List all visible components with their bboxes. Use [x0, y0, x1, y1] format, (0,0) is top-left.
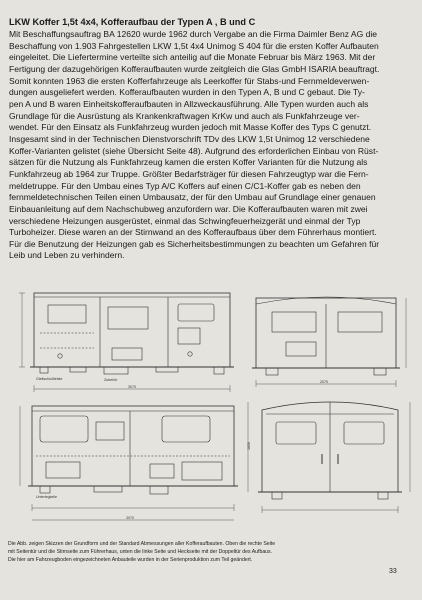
caption-line: Die Abb. zeigen Skizzen der Grundform und der Standard Abmessungen aller Kofferaufbauten. Oben die rechte Seite: [8, 541, 276, 547]
label-zubehoer: Zubehör: [104, 378, 118, 382]
dim-side-length: 3070: [128, 385, 136, 389]
body-line: sätzen für die Nutzung als Funkfahrzeug kamen die ersten Koffer Varianten für die Nutzung als: [9, 157, 368, 168]
body-line: Insgesamt sind in der Technischen Dienstvorschrift TDv des LKW 1,5t Unimog 12 verschiedene: [9, 133, 370, 144]
body-line: Turboheizer. Diese waren an der Stirnwand an des Kofferaufbaus über dem Führerhaus montiert.: [9, 227, 377, 238]
body-line: Somit konnten 1963 die ersten Kofferfahrzeuge als Leerkoffer für Stabs-und Fernmeldeverwen-: [9, 75, 370, 86]
body-line: Beschaffung von 1.903 Fahrgestellen LKW 1,5t 4x4 Unimog S 404 für die ersten Koffer Aufbauten: [9, 40, 379, 51]
body-line: Einbauanleitung auf dem Nachschubweg anzufordern war. Die Kofferaufbauten waren mit zwei: [9, 203, 368, 214]
front-view-drawing: [252, 297, 406, 387]
caption-line: mit Seitentür und die Stirnseite zum Führerhaus, unten die linke Seite und Heckseite mit der Doppeltür des Aufbaus.: [8, 548, 273, 555]
body-text: [9, 29, 413, 262]
page-title: LKW Koffer 1,5t 4x4, Kofferaufbau der Typen A , B und C: [9, 17, 256, 27]
rear-view-drawing: [248, 402, 410, 513]
dim-height: 1650: [247, 442, 251, 450]
left-side-view-drawing: [20, 406, 238, 511]
body-line: fernmeldetechnischen Teilen einen Umbausatz, der für den Umbau auf Grundlage einer genauen: [9, 192, 376, 203]
caption-line: Die hier am Fahrzeugboden eingezeichneten Anbauteile wurden in der Serienproduktion zum Teil geändert.: [8, 556, 253, 563]
body-line: wendet. Für den Einsatz als Funkfahrzeug wurden jedoch mit Masse Koffer des Typs C genutzt.: [9, 122, 372, 133]
body-line: Grundlage für die Ausrüstung als Krankenkraftwagen KrKw und auch als Funkfahrzeuge ver-: [9, 110, 360, 121]
label-gleitschlussleiste: Gleitschlußleiste: [36, 377, 63, 381]
body-line: Koffer-Varianten gelistet (siehe Übersicht Seite 48). Aufgrund des erforderlichen Einbau von Rüst-: [9, 145, 379, 156]
figure-caption: [8, 541, 418, 565]
body-line: dungen ausgeliefert werden. Kofferaufbauten wurden in den Typen A, B und C gebaut. Die Ty-: [9, 87, 365, 98]
dim-front-width: 2070: [320, 380, 328, 384]
body-line: Mit Beschaffungsauftrag BA 12620 wurde 1962 durch Vergabe an die Firma Daimler Benz AG die: [9, 29, 378, 39]
page-number: 33: [389, 568, 397, 575]
body-line: verschiedene Heizungen ausgerüstet, einmal das Schwingfeuerheizgerät und einmal der Typ: [9, 215, 361, 226]
body-line: pen A und B waren Einheitskofferaufbauten in Allzweckausführung. Alle Typen wurden auch als: [9, 98, 369, 109]
body-line: Fertigung der dazugehörigen Kofferaufbauten wurde zeitgleich die Glas GmbH ISARIA beauftragt.: [9, 63, 380, 74]
technical-drawings: [0, 288, 422, 538]
label-unterlegkeile: Unterlegkeile: [36, 495, 57, 499]
body-line: Leib und Leben zu verhindern.: [9, 250, 125, 261]
body-line: Für die Benutzung der Heizungen gab es Sicherheitsbestimmungen zu beachten um Gefahren für: [9, 238, 380, 249]
body-line: Funkfahrzeug ab 1964 zur Truppe. Größter Bedarfsträger für diesen Fahrzeugtyp war die Fern-: [9, 168, 369, 179]
side-view-drawing: [19, 293, 234, 392]
dim-plan-length: 3070: [126, 516, 134, 520]
body-line: eingeleitet. Die Liefertermine verteilte sich anteilig auf die Monate Februar bis März 1963. Mit der: [9, 52, 376, 63]
body-line: meldetruppe. Für den Umbau eines Typ A/C Koffers auf einen C/C1-Koffer gab es neben den: [9, 180, 361, 191]
